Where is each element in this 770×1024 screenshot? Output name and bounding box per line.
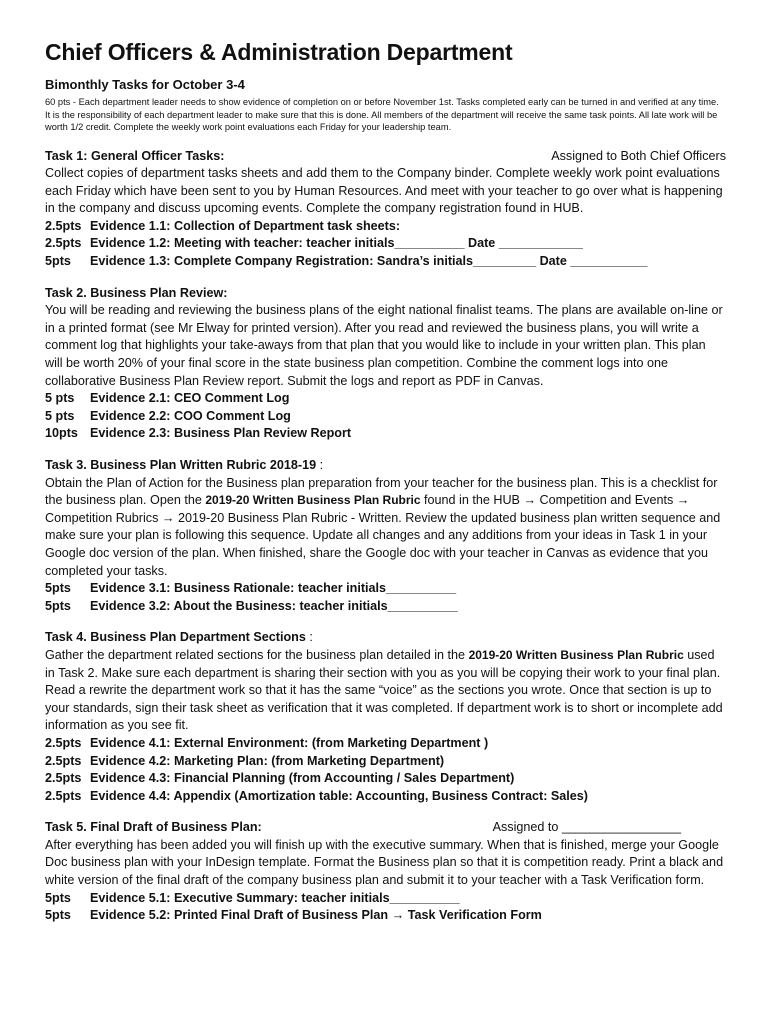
evidence-row	[45, 788, 726, 806]
task-4-heading	[45, 629, 726, 647]
intro-paragraph: 60 pts - Each department leader needs to show evidence of completion on or before November 1st. Tasks completed early can be turned in and verified at any time. It is the responsibility of each department leader to make sure that this is done. All members of the department will receive the same task points. All late work will be worth 1/2 credit. Complete the weekly work point evaluations each Friday for your leadership team.	[45, 97, 719, 132]
evidence-text: Evidence 5.2: Printed Final Draft of Business Plan → Task Verification Form	[90, 908, 542, 923]
task-5-section	[45, 819, 726, 925]
task-5-title: Task 5. Final Draft of Business Plan:	[45, 820, 262, 835]
task-2-heading	[45, 285, 726, 303]
evidence-row	[45, 218, 726, 236]
evidence-points: 2.5pts	[45, 771, 82, 786]
task-2-body: You will be reading and reviewing the business plans of the eight national finalist teams. The plans are available on-line or in a printed format (see Mr Elway for printed version). After you read and reviewed the business plans, you will write a comment log that highlights your take-aways from that plan that you would like to include in your written plan. This plan will be worth 20% of your final score in the state business plan competition. Combine the comment logs into one collaborative Business Plan Review report. Submit the logs and report as PDF in Canvas.	[45, 303, 723, 388]
evidence-text: Evidence 2.3: Business Plan Review Report	[90, 426, 352, 441]
task-5-heading	[45, 819, 726, 837]
task-3-body	[45, 475, 726, 581]
evidence-row	[45, 580, 726, 598]
evidence-text: Evidence 4.1: External Environment: (from Marketing Department )	[90, 735, 489, 750]
evidence-text: Evidence 1.2: Meeting with teacher: teacher initials__________ Date ____________	[90, 236, 583, 251]
evidence-row	[45, 598, 726, 616]
task-3-body-start: Obtain the Plan of Action for the Business plan preparation from your teacher for the business plan. This is a checklist for the business plan. Open the	[45, 475, 718, 508]
evidence-points: 10pts	[45, 426, 78, 441]
evidence-points: 5 pts	[45, 391, 75, 406]
evidence-row	[45, 890, 726, 908]
task-3-heading	[45, 457, 726, 475]
task-3-section	[45, 457, 726, 615]
evidence-row	[45, 735, 726, 753]
evidence-text: Evidence 2.1: CEO Comment Log	[90, 391, 290, 406]
evidence-points: 2.5pts	[45, 788, 82, 803]
evidence-row	[45, 408, 726, 426]
evidence-points: 5pts	[45, 581, 71, 596]
evidence-text: Evidence 5.1: Executive Summary: teacher initials__________	[90, 890, 460, 905]
task-3-title-suffix: :	[316, 458, 324, 472]
evidence-text: Evidence 1.1: Collection of Department task sheets:	[90, 218, 401, 233]
evidence-row	[45, 907, 726, 925]
page-title: Chief Officers & Administration Department	[45, 39, 513, 65]
evidence-points: 2.5pts	[45, 735, 82, 750]
rubric-reference: 2019-20 Written Business Plan Rubric	[468, 647, 684, 662]
evidence-row	[45, 753, 726, 771]
task-4-body-start: Gather the department related sections for the business plan detailed in the	[45, 647, 469, 662]
task-3-title: Task 3. Business Plan Written Rubric 2018-19	[45, 458, 317, 472]
task-4-title: Task 4. Business Plan Department Sections	[45, 630, 306, 645]
task-1-section	[45, 148, 726, 271]
evidence-points: 2.5pts	[45, 236, 82, 251]
evidence-row	[45, 235, 726, 253]
evidence-row	[45, 253, 726, 271]
task-1-assigned: Assigned to Both Chief Officers	[551, 148, 726, 163]
evidence-row	[45, 770, 726, 788]
task-2-title: Task 2. Business Plan Review:	[45, 285, 228, 300]
task-3-body-end: found in the HUB → Competition and Events → Competition Rubrics → 2019-20 Business Plan Rubric - Written. Review the updated business plan written sequence and make sure your plan is following this sequence. Update all changes and any additions from your ideas in Task 1 in your Google doc version of the plan. When finished, share the Google doc with your teacher in Canvas as evidence that you completed your tasks.	[45, 493, 721, 578]
evidence-points: 5pts	[45, 254, 71, 269]
task-2-section	[45, 285, 726, 443]
evidence-text: Evidence 4.2: Marketing Plan: (from Marketing Department)	[90, 753, 445, 768]
task-1-heading	[45, 148, 726, 166]
evidence-points: 5pts	[45, 598, 71, 613]
task-1-title: Task 1: General Officer Tasks:	[45, 148, 225, 163]
page-subtitle: Bimonthly Tasks for October 3-4	[45, 77, 245, 92]
evidence-text: Evidence 4.3: Financial Planning (from Accounting / Sales Department)	[90, 771, 515, 786]
task-4-body	[45, 647, 726, 735]
rubric-reference: 2019-20 Written Business Plan Rubric	[205, 493, 421, 508]
evidence-text: Evidence 3.1: Business Rationale: teacher initials__________	[90, 581, 457, 596]
task-4-section	[45, 629, 726, 805]
evidence-text: Evidence 1.3: Complete Company Registration: Sandra’s initials_________ Date ___________	[90, 254, 648, 269]
evidence-row	[45, 425, 726, 443]
task-5-assigned: Assigned to _________________	[492, 820, 681, 835]
evidence-points: 2.5pts	[45, 753, 82, 768]
evidence-points: 5 pts	[45, 408, 75, 423]
task-4-title-suffix: :	[305, 630, 313, 645]
task-5-body: After everything has been added you will finish up with the executive summary. When that is finished, merge your Google Doc business plan with your InDesign template. Format the Business plan so that it is competition ready. Print a black and white version of the final draft of the company business plan and submit it to your teacher with a Task Verification form.	[45, 837, 724, 888]
task-1-body: Collect copies of department tasks sheets and add them to the Company binder. Complete weekly work point evaluations each Friday which have been sent to you by Human Resources. And meet with your teacher to go over what is happening in the company and discuss upcoming events. Complete the company registration found in HUB.	[45, 166, 723, 216]
evidence-points: 5pts	[45, 908, 71, 923]
task-4-body-end: used in Task 2. Make sure each department is sharing their section with you as you will be copying their work to your final plan. Read a rewrite the department work so that it has the same “voice” as the sections you wrote. Once that section is up to your standards, sign their task sheet as verification that it was completed. If department work is to short or incomplete add information as you see fit.	[45, 647, 723, 733]
evidence-text: Evidence 3.2: About the Business: teacher initials__________	[90, 598, 458, 613]
evidence-text: Evidence 4.4: Appendix (Amortization table: Accounting, Business Contract: Sales)	[90, 788, 588, 803]
evidence-points: 2.5pts	[45, 218, 82, 233]
evidence-points: 5pts	[45, 890, 71, 905]
evidence-text: Evidence 2.2: COO Comment Log	[90, 408, 291, 423]
evidence-row	[45, 390, 726, 408]
